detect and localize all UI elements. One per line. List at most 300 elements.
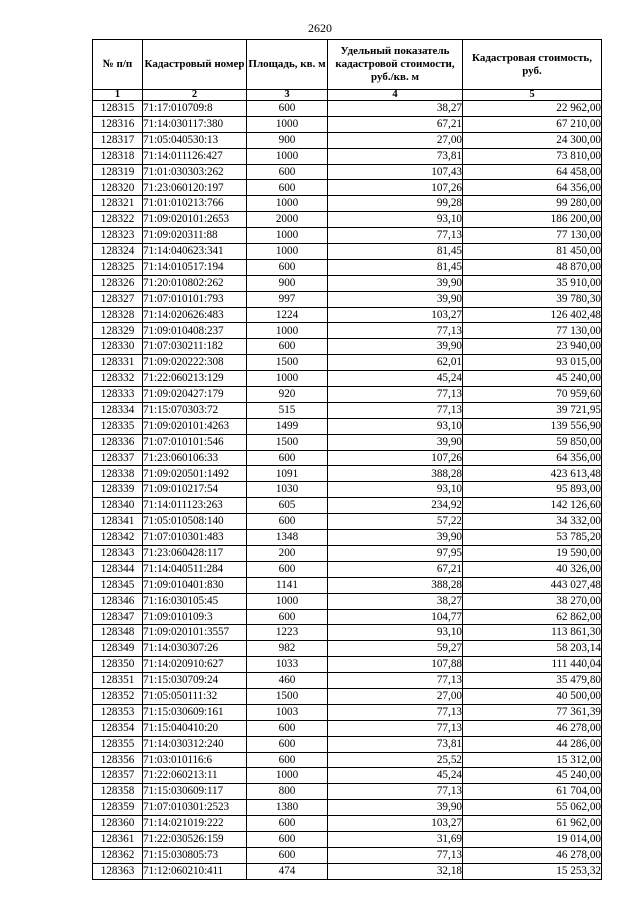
cadastral-number-cell: 71:14:040623:341	[143, 244, 247, 260]
area-cell: 982	[247, 641, 328, 657]
area-cell: 1224	[247, 307, 328, 323]
area-cell: 474	[247, 863, 328, 879]
area-cell: 200	[247, 545, 328, 561]
cadastral-value-cell: 35 479,80	[463, 673, 602, 689]
cadastral-value-cell: 93 015,00	[463, 355, 602, 371]
table-row	[93, 339, 602, 355]
area-cell: 1500	[247, 355, 328, 371]
area-cell: 600	[247, 831, 328, 847]
table-row	[93, 545, 602, 561]
cadastral-number-cell: 71:23:060106:33	[143, 450, 247, 466]
table-row	[93, 291, 602, 307]
cadastral-number-cell: 71:14:030307:26	[143, 641, 247, 657]
unit-rate-cell: 62,01	[328, 355, 463, 371]
area-cell: 600	[247, 720, 328, 736]
unit-rate-cell: 103,27	[328, 307, 463, 323]
table-row	[93, 371, 602, 387]
row-index-cell: 128334	[93, 402, 143, 418]
cadastral-number-cell: 71:03:010116:6	[143, 752, 247, 768]
table-row	[93, 609, 602, 625]
area-cell: 1000	[247, 371, 328, 387]
table-row	[93, 259, 602, 275]
unit-rate-cell: 67,21	[328, 116, 463, 132]
area-cell: 997	[247, 291, 328, 307]
table-row	[93, 228, 602, 244]
area-cell: 2000	[247, 212, 328, 228]
cadastral-value-cell: 19 590,00	[463, 545, 602, 561]
table-row	[93, 657, 602, 673]
unit-rate-cell: 77,13	[328, 720, 463, 736]
table-row	[93, 307, 602, 323]
row-index-cell: 128320	[93, 180, 143, 196]
row-index-cell: 128346	[93, 593, 143, 609]
table-row	[93, 402, 602, 418]
row-index-cell: 128339	[93, 482, 143, 498]
area-cell: 600	[247, 752, 328, 768]
area-cell: 600	[247, 514, 328, 530]
row-index-cell: 128356	[93, 752, 143, 768]
unit-rate-cell: 93,10	[328, 418, 463, 434]
cadastral-number-cell: 71:07:010101:546	[143, 434, 247, 450]
table-row	[93, 688, 602, 704]
area-cell: 1000	[247, 593, 328, 609]
unit-rate-cell: 104,77	[328, 609, 463, 625]
row-index-cell: 128322	[93, 212, 143, 228]
cadastral-number-cell: 71:09:020101:3557	[143, 625, 247, 641]
row-index-cell: 128348	[93, 625, 143, 641]
unit-rate-cell: 39,90	[328, 275, 463, 291]
column-number: 5	[463, 90, 602, 101]
header-unit-rate: Удельный показатель кадастровой стоимости, руб./кв. м	[328, 40, 463, 90]
cadastral-value-cell: 39 721,95	[463, 402, 602, 418]
area-cell: 1000	[247, 323, 328, 339]
row-index-cell: 128326	[93, 275, 143, 291]
unit-rate-cell: 107,43	[328, 164, 463, 180]
row-index-cell: 128318	[93, 148, 143, 164]
cadastral-number-cell: 71:12:060210:411	[143, 863, 247, 879]
table-row	[93, 164, 602, 180]
cadastral-value-cell: 24 300,00	[463, 132, 602, 148]
cadastral-number-cell: 71:23:060428:117	[143, 545, 247, 561]
unit-rate-cell: 388,28	[328, 577, 463, 593]
cadastral-number-cell: 71:16:030105:45	[143, 593, 247, 609]
cadastral-value-cell: 423 613,48	[463, 466, 602, 482]
unit-rate-cell: 99,28	[328, 196, 463, 212]
row-index-cell: 128317	[93, 132, 143, 148]
cadastral-value-cell: 44 286,00	[463, 736, 602, 752]
area-cell: 1000	[247, 244, 328, 260]
cadastral-number-cell: 71:09:010401:830	[143, 577, 247, 593]
table-row	[93, 148, 602, 164]
page-number: 2620	[308, 21, 332, 35]
cadastral-number-cell: 71:14:011123:263	[143, 498, 247, 514]
header-cadastral-value: Кадастровая стоимость, руб.	[463, 40, 602, 90]
cadastral-number-cell: 71:05:040530:13	[143, 132, 247, 148]
row-index-cell: 128323	[93, 228, 143, 244]
row-index-cell: 128358	[93, 784, 143, 800]
row-index-cell: 128343	[93, 545, 143, 561]
cadastral-number-cell: 71:05:010508:140	[143, 514, 247, 530]
cadastral-value-cell: 46 278,00	[463, 847, 602, 863]
row-index-cell: 128352	[93, 688, 143, 704]
table-row	[93, 434, 602, 450]
cadastral-number-cell: 71:15:030709:24	[143, 673, 247, 689]
row-index-cell: 128332	[93, 371, 143, 387]
table-row	[93, 418, 602, 434]
cadastral-number-cell: 71:05:050111:32	[143, 688, 247, 704]
cadastral-value-cell: 23 940,00	[463, 339, 602, 355]
area-cell: 800	[247, 784, 328, 800]
cadastral-value-cell: 35 910,00	[463, 275, 602, 291]
cadastral-value-cell: 15 253,32	[463, 863, 602, 879]
unit-rate-cell: 388,28	[328, 466, 463, 482]
area-cell: 1141	[247, 577, 328, 593]
unit-rate-cell: 73,81	[328, 148, 463, 164]
area-cell: 1380	[247, 800, 328, 816]
area-cell: 920	[247, 387, 328, 403]
cadastral-value-cell: 53 785,20	[463, 530, 602, 546]
unit-rate-cell: 77,13	[328, 387, 463, 403]
row-index-cell: 128357	[93, 768, 143, 784]
table-row	[93, 275, 602, 291]
unit-rate-cell: 67,21	[328, 561, 463, 577]
unit-rate-cell: 107,26	[328, 180, 463, 196]
cadastral-value-cell: 113 861,30	[463, 625, 602, 641]
row-index-cell: 128359	[93, 800, 143, 816]
table-row	[93, 244, 602, 260]
table-row	[93, 577, 602, 593]
table-row	[93, 196, 602, 212]
row-index-cell: 128341	[93, 514, 143, 530]
cadastral-number-cell: 71:14:021019:222	[143, 816, 247, 832]
unit-rate-cell: 45,24	[328, 371, 463, 387]
row-index-cell: 128353	[93, 704, 143, 720]
row-index-cell: 128363	[93, 863, 143, 879]
cadastral-value-cell: 95 893,00	[463, 482, 602, 498]
unit-rate-cell: 39,90	[328, 434, 463, 450]
cadastral-number-cell: 71:09:020101:2653	[143, 212, 247, 228]
table-row	[93, 800, 602, 816]
cadastral-number-cell: 71:14:040511:284	[143, 561, 247, 577]
row-index-cell: 128355	[93, 736, 143, 752]
table-row	[93, 387, 602, 403]
table-row	[93, 466, 602, 482]
area-cell: 600	[247, 339, 328, 355]
cadastral-value-cell: 22 962,00	[463, 101, 602, 117]
cadastral-number-cell: 71:07:010301:483	[143, 530, 247, 546]
cadastral-value-cell: 126 402,48	[463, 307, 602, 323]
cadastral-value-cell: 38 270,00	[463, 593, 602, 609]
table-row	[93, 736, 602, 752]
area-cell: 1500	[247, 434, 328, 450]
cadastral-value-cell: 55 062,00	[463, 800, 602, 816]
cadastral-number-cell: 71:15:070303:72	[143, 402, 247, 418]
cadastral-number-cell: 71:15:030805:73	[143, 847, 247, 863]
cadastral-value-cell: 142 126,60	[463, 498, 602, 514]
header-area: Площадь, кв. м	[247, 40, 328, 90]
area-cell: 1003	[247, 704, 328, 720]
table-row	[93, 625, 602, 641]
row-index-cell: 128344	[93, 561, 143, 577]
cadastral-number-cell: 71:09:010408:237	[143, 323, 247, 339]
area-cell: 1499	[247, 418, 328, 434]
row-index-cell: 128349	[93, 641, 143, 657]
unit-rate-cell: 93,10	[328, 212, 463, 228]
area-cell: 1000	[247, 768, 328, 784]
column-number: 1	[93, 90, 143, 101]
area-cell: 460	[247, 673, 328, 689]
cadastral-number-cell: 71:14:010517:194	[143, 259, 247, 275]
table-row	[93, 323, 602, 339]
cadastral-number-cell: 71:07:010301:2523	[143, 800, 247, 816]
cadastral-value-cell: 64 458,00	[463, 164, 602, 180]
row-index-cell: 128333	[93, 387, 143, 403]
cadastral-value-cell: 67 210,00	[463, 116, 602, 132]
table-row	[93, 355, 602, 371]
area-cell: 1000	[247, 228, 328, 244]
row-index-cell: 128354	[93, 720, 143, 736]
unit-rate-cell: 31,69	[328, 831, 463, 847]
cadastral-value-cell: 62 862,00	[463, 609, 602, 625]
table-row	[93, 450, 602, 466]
header-index: № п/п	[93, 40, 143, 90]
table-row	[93, 752, 602, 768]
table-row	[93, 482, 602, 498]
area-cell: 600	[247, 736, 328, 752]
table-row	[93, 180, 602, 196]
cadastral-number-cell: 71:14:030117:380	[143, 116, 247, 132]
unit-rate-cell: 32,18	[328, 863, 463, 879]
unit-rate-cell: 93,10	[328, 625, 463, 641]
area-cell: 1033	[247, 657, 328, 673]
table-row	[93, 561, 602, 577]
row-index-cell: 128329	[93, 323, 143, 339]
unit-rate-cell: 81,45	[328, 259, 463, 275]
area-cell: 600	[247, 816, 328, 832]
row-index-cell: 128327	[93, 291, 143, 307]
unit-rate-cell: 77,13	[328, 847, 463, 863]
cadastral-value-cell: 99 280,00	[463, 196, 602, 212]
area-cell: 600	[247, 101, 328, 117]
cadastral-value-cell: 19 014,00	[463, 831, 602, 847]
row-index-cell: 128316	[93, 116, 143, 132]
area-cell: 1223	[247, 625, 328, 641]
cadastral-value-cell: 64 356,00	[463, 180, 602, 196]
area-cell: 1348	[247, 530, 328, 546]
area-cell: 1030	[247, 482, 328, 498]
row-index-cell: 128337	[93, 450, 143, 466]
unit-rate-cell: 45,24	[328, 768, 463, 784]
unit-rate-cell: 77,13	[328, 228, 463, 244]
column-number: 2	[143, 90, 247, 101]
row-index-cell: 128328	[93, 307, 143, 323]
cadastral-number-cell: 71:09:020427:179	[143, 387, 247, 403]
unit-rate-cell: 57,22	[328, 514, 463, 530]
table-row	[93, 132, 602, 148]
cadastral-value-cell: 81 450,00	[463, 244, 602, 260]
area-cell: 900	[247, 132, 328, 148]
table-row	[93, 768, 602, 784]
table-row	[93, 673, 602, 689]
cadastral-value-cell: 61 704,00	[463, 784, 602, 800]
table-row	[93, 641, 602, 657]
cadastral-value-cell: 73 810,00	[463, 148, 602, 164]
unit-rate-cell: 77,13	[328, 704, 463, 720]
unit-rate-cell: 93,10	[328, 482, 463, 498]
cadastral-value-cell: 15 312,00	[463, 752, 602, 768]
unit-rate-cell: 73,81	[328, 736, 463, 752]
cadastral-number-cell: 71:23:060120:197	[143, 180, 247, 196]
unit-rate-cell: 103,27	[328, 816, 463, 832]
unit-rate-cell: 39,90	[328, 339, 463, 355]
row-index-cell: 128340	[93, 498, 143, 514]
cadastral-value-cell: 40 500,00	[463, 688, 602, 704]
cadastral-number-cell: 71:15:040410:20	[143, 720, 247, 736]
row-index-cell: 128315	[93, 101, 143, 117]
unit-rate-cell: 25,52	[328, 752, 463, 768]
table-row	[93, 863, 602, 879]
unit-rate-cell: 77,13	[328, 673, 463, 689]
unit-rate-cell: 81,45	[328, 244, 463, 260]
row-index-cell: 128330	[93, 339, 143, 355]
cadastral-value-cell: 77 130,00	[463, 228, 602, 244]
unit-rate-cell: 107,26	[328, 450, 463, 466]
cadastral-value-cell: 139 556,90	[463, 418, 602, 434]
cadastral-number-cell: 71:14:020910:627	[143, 657, 247, 673]
column-number-row	[93, 90, 602, 101]
row-index-cell: 128325	[93, 259, 143, 275]
cadastral-value-cell: 443 027,48	[463, 577, 602, 593]
cadastral-value-cell: 40 326,00	[463, 561, 602, 577]
unit-rate-cell: 27,00	[328, 132, 463, 148]
row-index-cell: 128350	[93, 657, 143, 673]
cadastral-number-cell: 71:22:060213:11	[143, 768, 247, 784]
table-row	[93, 784, 602, 800]
cadastral-value-cell: 186 200,00	[463, 212, 602, 228]
cadastral-number-cell: 71:09:020311:88	[143, 228, 247, 244]
table-row	[93, 847, 602, 863]
cadastral-value-cell: 45 240,00	[463, 371, 602, 387]
table-row	[93, 212, 602, 228]
cadastral-number-cell: 71:01:030303:262	[143, 164, 247, 180]
table-row	[93, 530, 602, 546]
table-row	[93, 514, 602, 530]
cadastral-number-cell: 71:14:030312:240	[143, 736, 247, 752]
unit-rate-cell: 39,90	[328, 291, 463, 307]
cadastral-value-cell: 77 361,39	[463, 704, 602, 720]
row-index-cell: 128336	[93, 434, 143, 450]
unit-rate-cell: 38,27	[328, 101, 463, 117]
table-body	[93, 101, 602, 880]
cadastral-value-cell: 64 356,00	[463, 450, 602, 466]
unit-rate-cell: 39,90	[328, 530, 463, 546]
unit-rate-cell: 234,92	[328, 498, 463, 514]
row-index-cell: 128345	[93, 577, 143, 593]
cadastral-value-cell: 77 130,00	[463, 323, 602, 339]
column-number: 3	[247, 90, 328, 101]
row-index-cell: 128360	[93, 816, 143, 832]
unit-rate-cell: 77,13	[328, 784, 463, 800]
cadastral-number-cell: 71:09:020101:4263	[143, 418, 247, 434]
table-row	[93, 704, 602, 720]
header-cadastral-number: Кадастровый номер	[143, 40, 247, 90]
cadastral-number-cell: 71:20:010802:262	[143, 275, 247, 291]
row-index-cell: 128342	[93, 530, 143, 546]
row-index-cell: 128347	[93, 609, 143, 625]
row-index-cell: 128335	[93, 418, 143, 434]
area-cell: 605	[247, 498, 328, 514]
row-index-cell: 128324	[93, 244, 143, 260]
cadastral-value-table	[92, 39, 602, 880]
unit-rate-cell: 77,13	[328, 402, 463, 418]
table-row	[93, 816, 602, 832]
cadastral-value-cell: 70 959,60	[463, 387, 602, 403]
row-index-cell: 128361	[93, 831, 143, 847]
cadastral-value-cell: 48 870,00	[463, 259, 602, 275]
cadastral-value-cell: 34 332,00	[463, 514, 602, 530]
unit-rate-cell: 27,00	[328, 688, 463, 704]
row-index-cell: 128319	[93, 164, 143, 180]
area-cell: 515	[247, 402, 328, 418]
row-index-cell: 128331	[93, 355, 143, 371]
cadastral-number-cell: 71:09:020222:308	[143, 355, 247, 371]
table-row	[93, 116, 602, 132]
area-cell: 600	[247, 180, 328, 196]
cadastral-number-cell: 71:22:060213:129	[143, 371, 247, 387]
area-cell: 600	[247, 259, 328, 275]
table-row	[93, 720, 602, 736]
cadastral-number-cell: 71:22:030526:159	[143, 831, 247, 847]
area-cell: 600	[247, 609, 328, 625]
area-cell: 1000	[247, 148, 328, 164]
cadastral-number-cell: 71:15:030609:117	[143, 784, 247, 800]
cadastral-number-cell: 71:07:010101:793	[143, 291, 247, 307]
cadastral-value-cell: 61 962,00	[463, 816, 602, 832]
row-index-cell: 128351	[93, 673, 143, 689]
area-cell: 1000	[247, 196, 328, 212]
unit-rate-cell: 59,27	[328, 641, 463, 657]
area-cell: 600	[247, 164, 328, 180]
cadastral-value-cell: 58 203,14	[463, 641, 602, 657]
header-row	[93, 40, 602, 90]
unit-rate-cell: 107,88	[328, 657, 463, 673]
unit-rate-cell: 38,27	[328, 593, 463, 609]
cadastral-value-cell: 111 440,04	[463, 657, 602, 673]
column-number: 4	[328, 90, 463, 101]
row-index-cell: 128338	[93, 466, 143, 482]
area-cell: 1500	[247, 688, 328, 704]
row-index-cell: 128362	[93, 847, 143, 863]
cadastral-value-cell: 46 278,00	[463, 720, 602, 736]
unit-rate-cell: 97,95	[328, 545, 463, 561]
cadastral-number-cell: 71:17:010709:8	[143, 101, 247, 117]
cadastral-number-cell: 71:15:030609:161	[143, 704, 247, 720]
area-cell: 1000	[247, 116, 328, 132]
table-row	[93, 498, 602, 514]
area-cell: 1091	[247, 466, 328, 482]
cadastral-number-cell: 71:07:030211:182	[143, 339, 247, 355]
cadastral-number-cell: 71:09:020501:1492	[143, 466, 247, 482]
unit-rate-cell: 39,90	[328, 800, 463, 816]
cadastral-number-cell: 71:01:010213:766	[143, 196, 247, 212]
area-cell: 600	[247, 847, 328, 863]
table-row	[93, 593, 602, 609]
cadastral-value-cell: 59 850,00	[463, 434, 602, 450]
cadastral-value-cell: 45 240,00	[463, 768, 602, 784]
area-cell: 600	[247, 561, 328, 577]
unit-rate-cell: 77,13	[328, 323, 463, 339]
cadastral-number-cell: 71:14:011126:427	[143, 148, 247, 164]
